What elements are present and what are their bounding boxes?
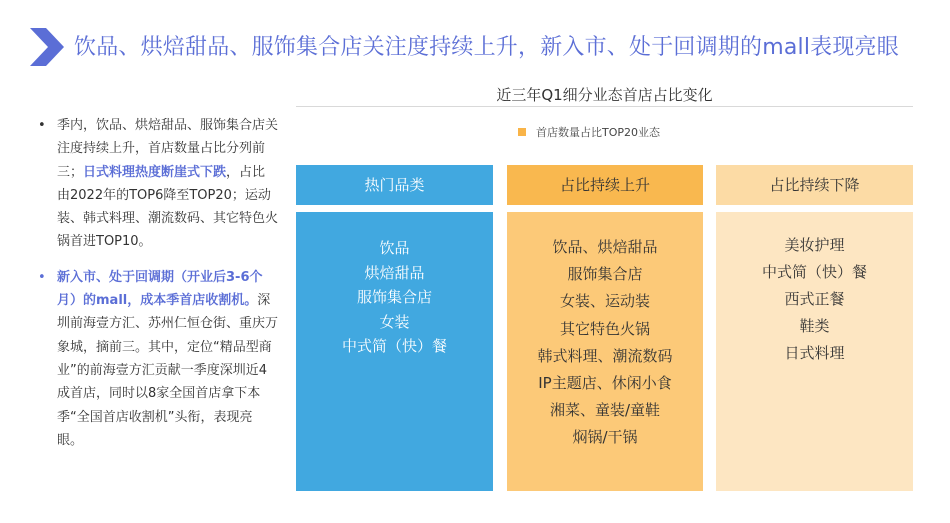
p2-text: 深圳前海壹方汇、苏州仁恒仓街、重庆万象城，摘前三。其中，定位“精品型商业”的前海壹方汇贡献一季度深圳近4成首店，同时以8家全国首店拿下本季“全国首店收割机”头衔，表现亮眼。 [57, 293, 279, 448]
list-item: 西式正餐 [784, 290, 845, 308]
bullet-icon: • [38, 269, 46, 285]
list-item: 美妆护理 [784, 236, 845, 254]
chevron-arrow-icon [30, 28, 64, 66]
p2-highlight: 新入市、处于回调期（开业后3-6个月）的mall，成本季首店收割机。 [57, 269, 263, 309]
list-item: 女装、运动装 [559, 292, 650, 311]
column-header-falling: 占比持续下降 [716, 165, 913, 205]
list-item: 女装 [379, 312, 410, 331]
column-body-rising [507, 212, 703, 491]
p1-text: 季内，饮品、烘焙甜品、服饰集合店关注度持续上升，首店数量占比分列前三； [57, 118, 279, 180]
column-header-rising: 占比持续上升 [507, 165, 703, 205]
divider [296, 106, 913, 107]
column-body-hot [296, 212, 493, 491]
list-item: 焖锅/干锅 [572, 428, 638, 447]
list-item: 中式简（快）餐 [761, 263, 867, 281]
list-item: 韩式料理、潮流数码 [537, 346, 673, 365]
list-item: 鞋类 [799, 317, 830, 335]
bullet-icon: • [38, 118, 46, 133]
column-body-falling [716, 212, 913, 491]
list-item: IP主题店、休闲小食 [538, 374, 672, 393]
column-header-hot: 热门品类 [296, 165, 493, 205]
list-item: 中式简（快）餐 [341, 337, 447, 355]
list-item: 饮品 [379, 239, 410, 257]
summary-paragraph-2 [38, 266, 278, 452]
list-item: 其它特色火锅 [559, 319, 650, 338]
legend [518, 124, 660, 140]
p1-highlight: 日式料理热度断崖式下跌 [83, 164, 227, 180]
list-item: 湘菜、童装/童鞋 [549, 401, 661, 420]
chart-title: 近三年Q1细分业态首店占比变化 [496, 86, 713, 104]
legend-swatch [518, 128, 526, 136]
p1-text-rest: ，占比由2022年的TOP6降至TOP20；运动装、韩式料理、潮流数码、其它特色火锅首进TOP10。 [57, 164, 279, 250]
summary-text [38, 114, 278, 452]
list-item: 服饰集合店 [567, 265, 643, 284]
list-item: 饮品、烘焙甜品 [552, 238, 658, 256]
list-item: 服饰集合店 [356, 288, 432, 306]
summary-paragraph-1 [38, 114, 278, 254]
list-item: 烘焙甜品 [364, 263, 425, 282]
list-item: 日式料理 [784, 344, 845, 362]
legend-label: 首店数量占比TOP20业态 [536, 126, 661, 139]
page-title: 饮品、烘焙甜品、服饰集合店关注度持续上升，新入市、处于回调期的mall表现亮眼 [74, 35, 899, 60]
